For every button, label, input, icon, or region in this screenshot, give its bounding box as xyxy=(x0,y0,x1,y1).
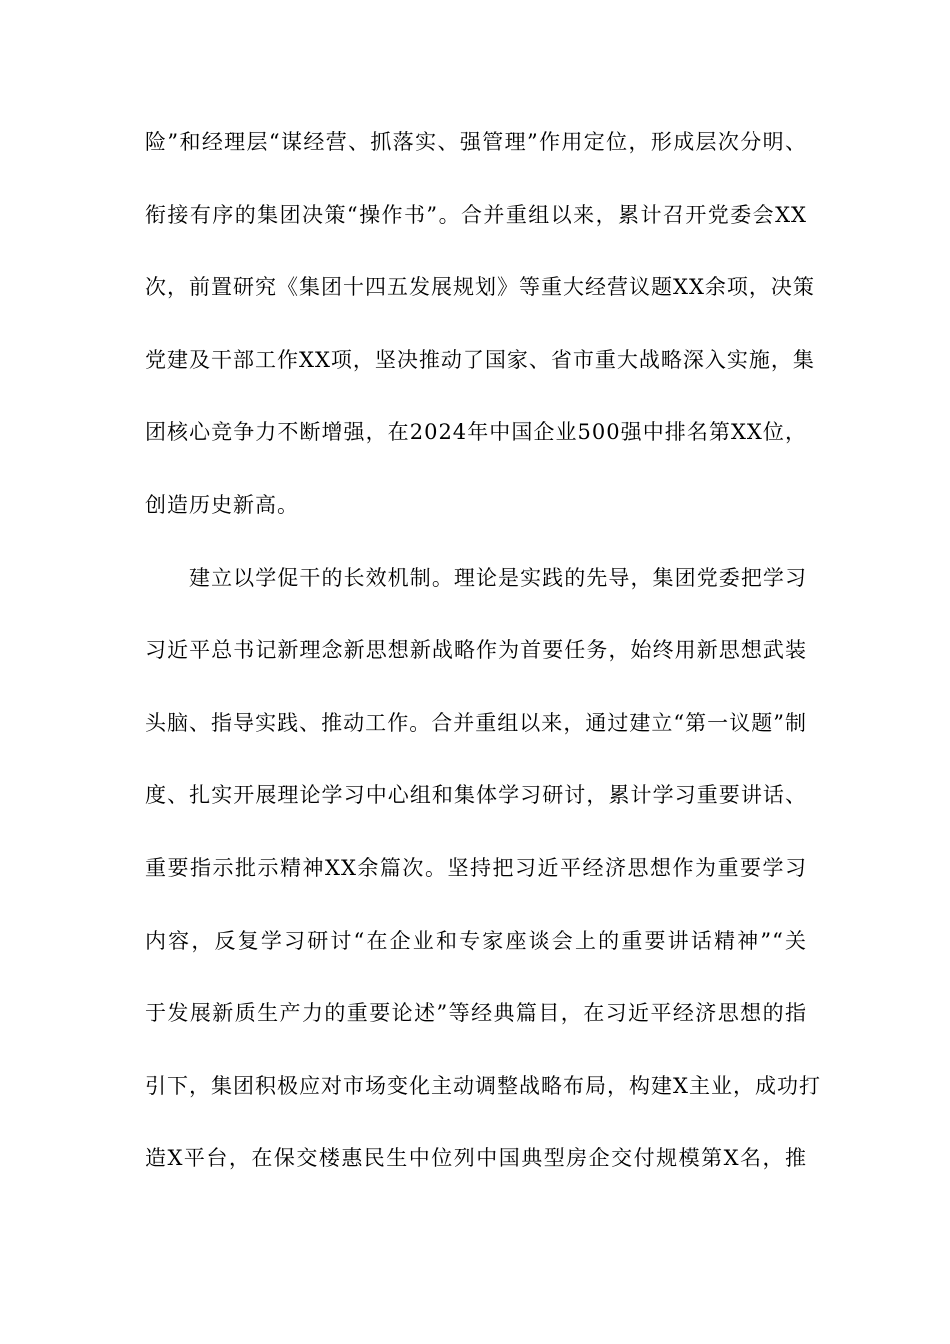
paragraph-line: 险”和经理层“谋经营、抓落实、强管理”作用定位，形成层次分明、 xyxy=(145,130,807,154)
paragraph-line: 度、扎实开展理论学习中心组和集体学习研讨，累计学习重要讲话、 xyxy=(145,783,807,808)
paragraph-line: 习近平总书记新理念新思想新战略作为首要任务，始终用新思想武装 xyxy=(145,638,807,663)
paragraph-line: 建立以学促干的长效机制。理论是实践的先导，集团党委把学习 xyxy=(189,565,807,590)
paragraph-line: 内容，反复学习研讨“在企业和专家座谈会上的重要讲话精神”“关 xyxy=(145,928,807,953)
paragraph-line: 次，前置研究《集团十四五发展规划》等重大经营议题XX余项，决策 xyxy=(145,275,815,300)
paragraph-line: 创造历史新高。 xyxy=(145,492,299,517)
document-body xyxy=(145,122,821,1211)
paragraph-line: 造X平台，在保交楼惠民生中位列中国典型房企交付规模第X名，推 xyxy=(145,1146,807,1171)
paragraph-line: 团核心竞争力不断增强，在2024年中国企业500强中排名第XX位， xyxy=(145,420,807,445)
paragraph-line: 党建及干部工作XX项，坚决推动了国家、省市重大战略深入实施，集 xyxy=(145,347,815,372)
paragraph-line: 头脑、指导实践、推动工作。合并重组以来，通过建立“第一议题”制 xyxy=(145,710,807,735)
paragraph-line: 于发展新质生产力的重要论述”等经典篇目，在习近平经济思想的指 xyxy=(145,1001,807,1026)
paragraph-learning-mechanism xyxy=(145,558,821,1211)
paragraph-line: 引下，集团积极应对市场变化主动调整战略布局，构建X主业，成功打 xyxy=(145,1073,821,1098)
paragraph-line: 衔接有序的集团决策“操作书”。合并重组以来，累计召开党委会XX xyxy=(145,202,807,227)
paragraph-decision-mechanism xyxy=(145,122,815,558)
paragraph-line: 重要指示批示精神XX余篇次。坚持把习近平经济思想作为重要学习 xyxy=(145,855,807,880)
